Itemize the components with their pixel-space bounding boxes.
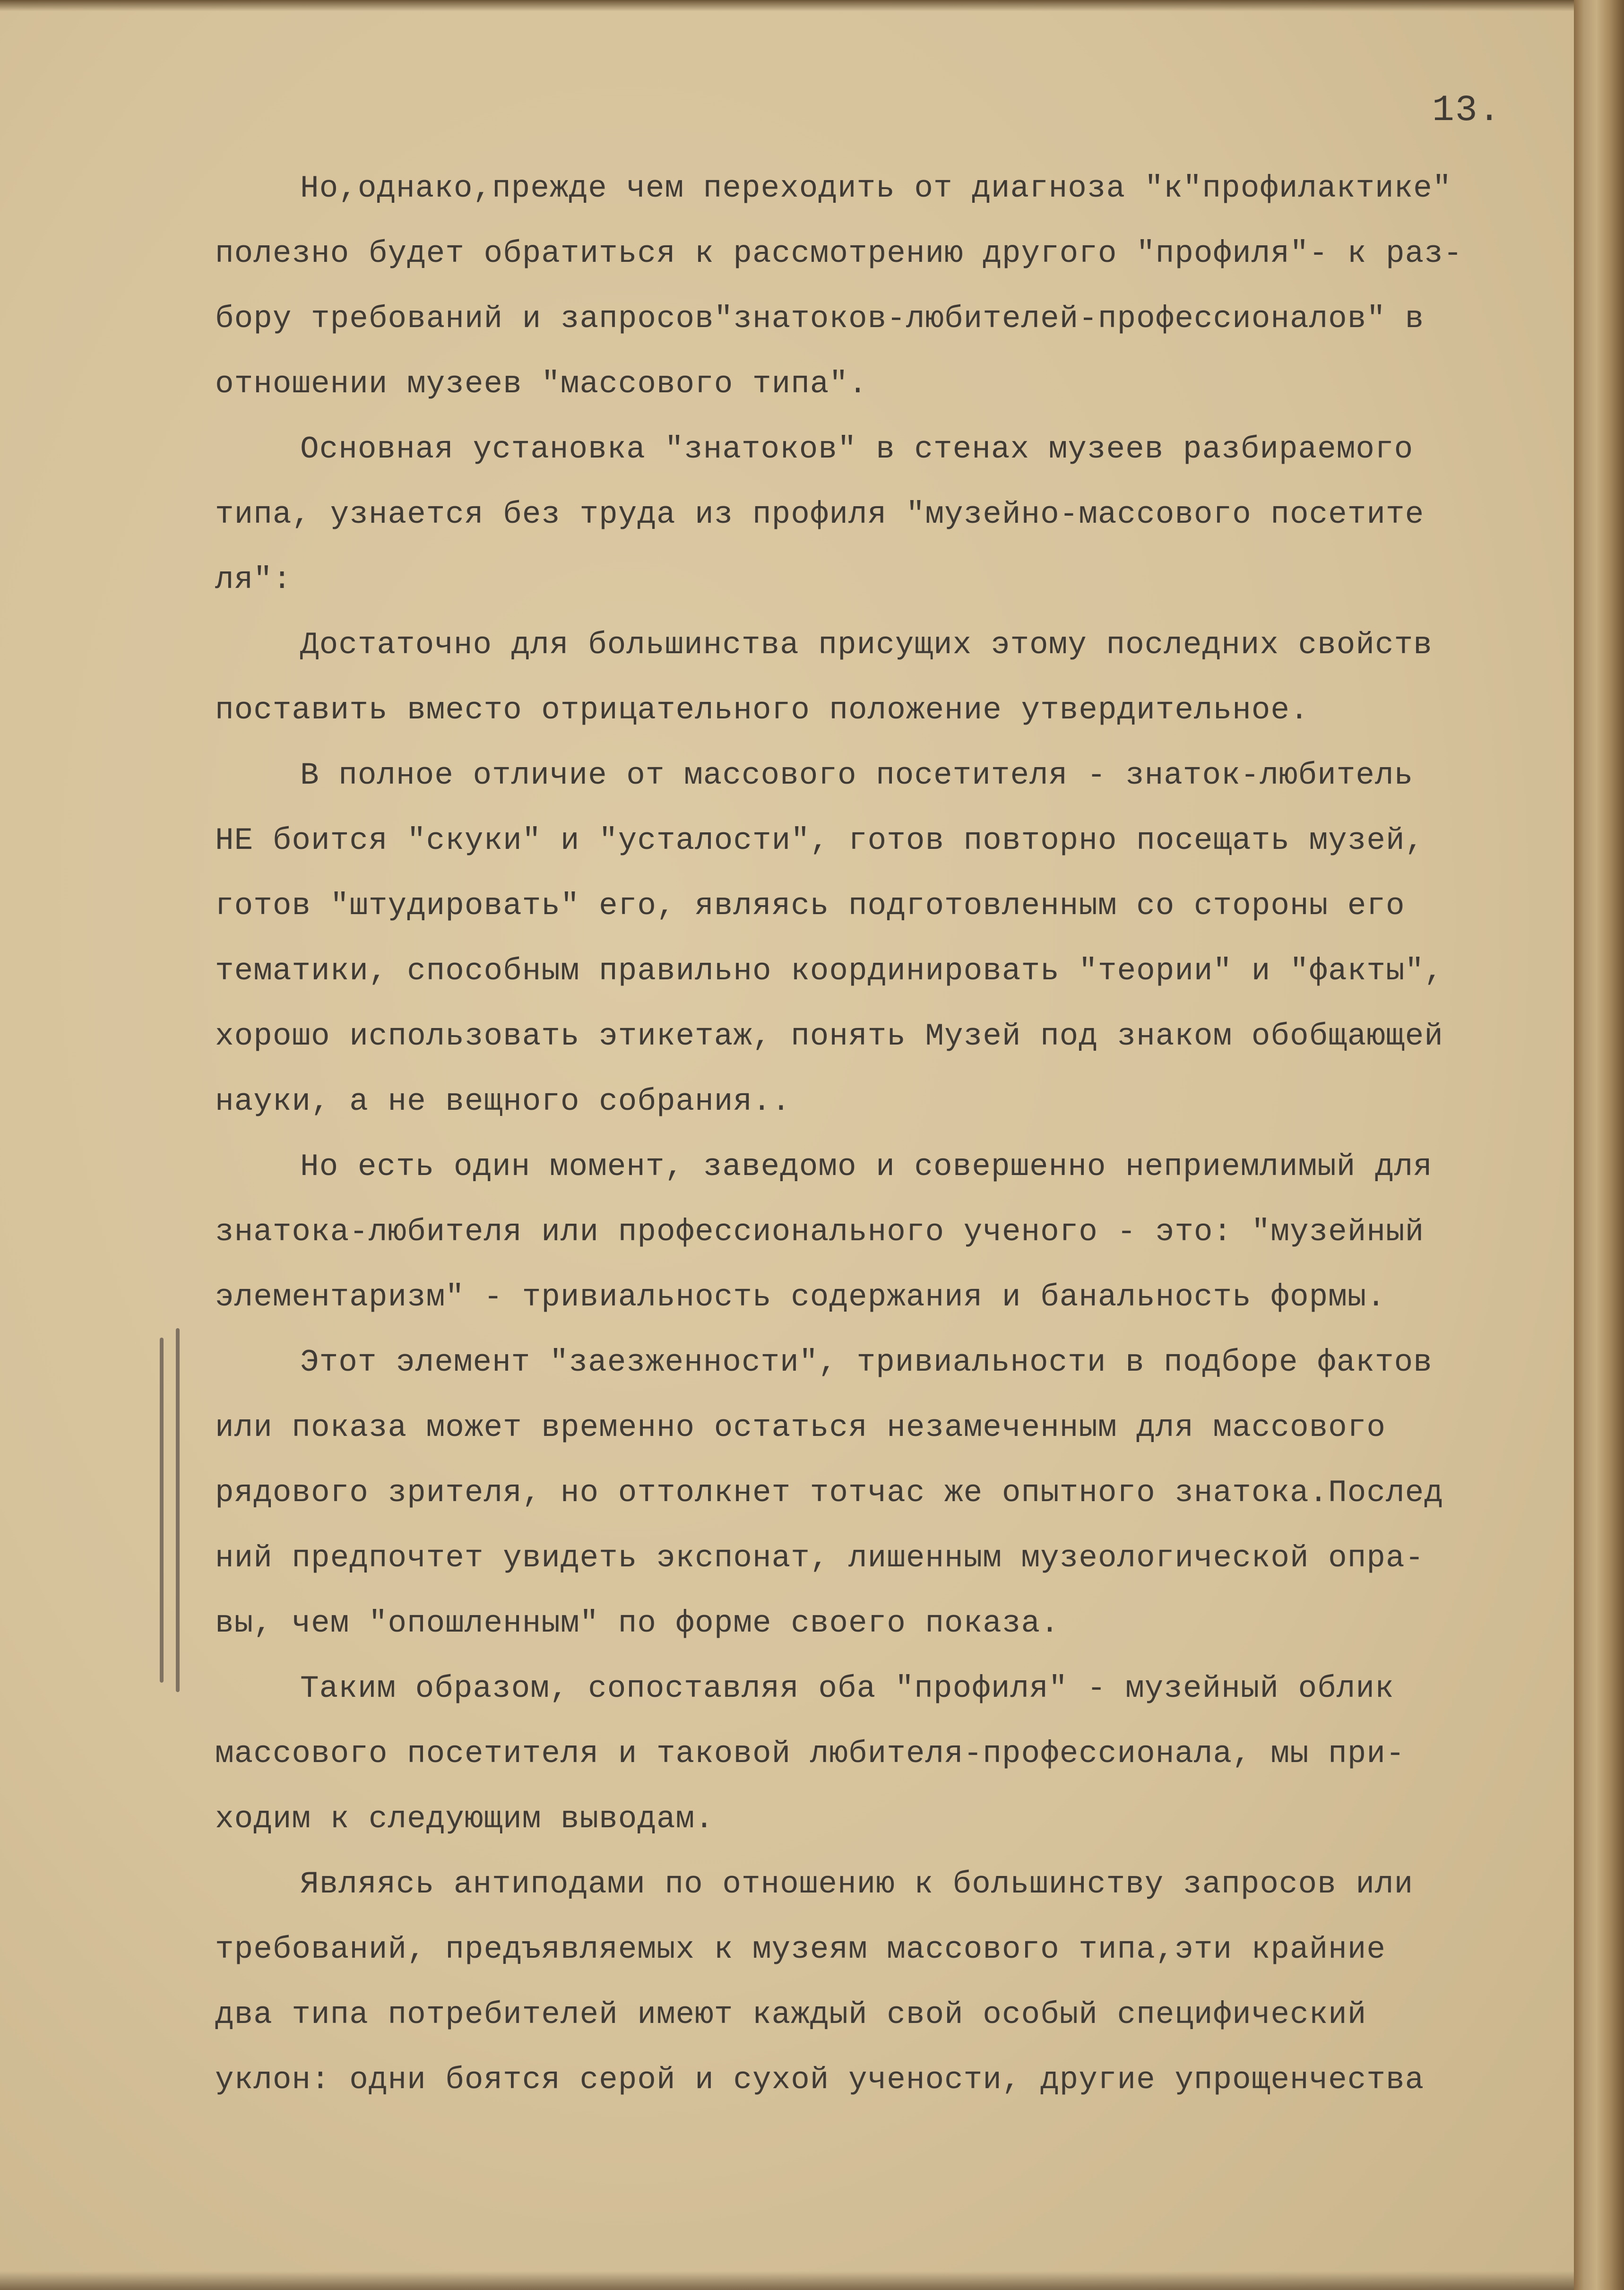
text-line: типа, узнается без труда из профиля "музейно-массового посетите (215, 497, 1425, 532)
text-line: ний предпочтет увидеть экспонат, лишенным музеологической опра- (215, 1540, 1425, 1576)
text-line: Достаточно для большинства присущих этому последних свойств (300, 627, 1433, 663)
text-line: Являясь антиподами по отношению к большинству запросов или (300, 1867, 1414, 1902)
text-line: поставить вместо отрицательного положение утвердительное. (215, 692, 1309, 728)
page-edge (1574, 0, 1624, 2290)
text-line: хорошо использовать этикетаж, понять Музей под знаком обобщающей (215, 1019, 1443, 1054)
top-shadow (0, 0, 1574, 11)
text-line: или показа может временно остаться незамеченным для массового (215, 1410, 1386, 1445)
page-number: 13. (1432, 90, 1502, 131)
text-line: рядового зрителя, но оттолкнет тотчас же опытного знатока.Послед (215, 1475, 1443, 1511)
text-line: требований, предъявляемых к музеям массового типа,эти крайние (215, 1932, 1386, 1967)
text-line: бору требований и запросов"знатоков-любителей-профессионалов" в (215, 301, 1425, 337)
text-line: вы, чем "опошленным" по форме своего показа. (215, 1606, 1060, 1641)
text-line: готов "штудировать" его, являясь подготовленным со стороны его (215, 888, 1405, 924)
text-line: отношении музеев "массового типа". (215, 366, 868, 402)
text-line: НЕ боится "скуки" и "усталости", готов повторно посещать музей, (215, 823, 1425, 858)
text-line: Таким образом, сопоставляя оба "профиля" - музейный облик (300, 1671, 1394, 1706)
text-line: Но,однако,прежде чем переходить от диагноза "к"профилактике" (300, 171, 1452, 206)
text-line: науки, а не вещного собрания.. (215, 1084, 791, 1119)
margin-mark-right (176, 1328, 180, 1692)
text-line: Но есть один момент, заведомо и совершенно неприемлимый для (300, 1149, 1433, 1184)
text-line: тематики, способным правильно координировать "теории" и "факты", (215, 953, 1443, 989)
bottom-shadow (0, 2271, 1574, 2290)
text-line: ля": (215, 562, 292, 597)
body-text (215, 156, 1567, 2113)
text-line: массового посетителя и таковой любителя-профессионала, мы при- (215, 1736, 1405, 1772)
text-line: знатока-любителя или профессионального ученого - это: "музейный (215, 1214, 1425, 1250)
text-line: В полное отличие от массового посетителя - знаток-любитель (300, 758, 1414, 793)
text-line: полезно будет обратиться к рассмотрению другого "профиля"- к раз- (215, 236, 1463, 271)
margin-mark-left (160, 1338, 164, 1683)
text-line: Этот элемент "заезженности", тривиальности в подборе фактов (300, 1345, 1433, 1380)
text-line: ходим к следующим выводам. (215, 1801, 714, 1837)
text-line: два типа потребителей имеют каждый свой особый специфический (215, 1997, 1367, 2032)
text-line: уклон: одни боятся серой и сухой учености, другие упрощенчества (215, 2062, 1425, 2098)
text-line: Основная установка "знатоков" в стенах музеев разбираемого (300, 432, 1414, 467)
text-line: элементаризм" - тривиальность содержания и банальность формы. (215, 1279, 1386, 1315)
